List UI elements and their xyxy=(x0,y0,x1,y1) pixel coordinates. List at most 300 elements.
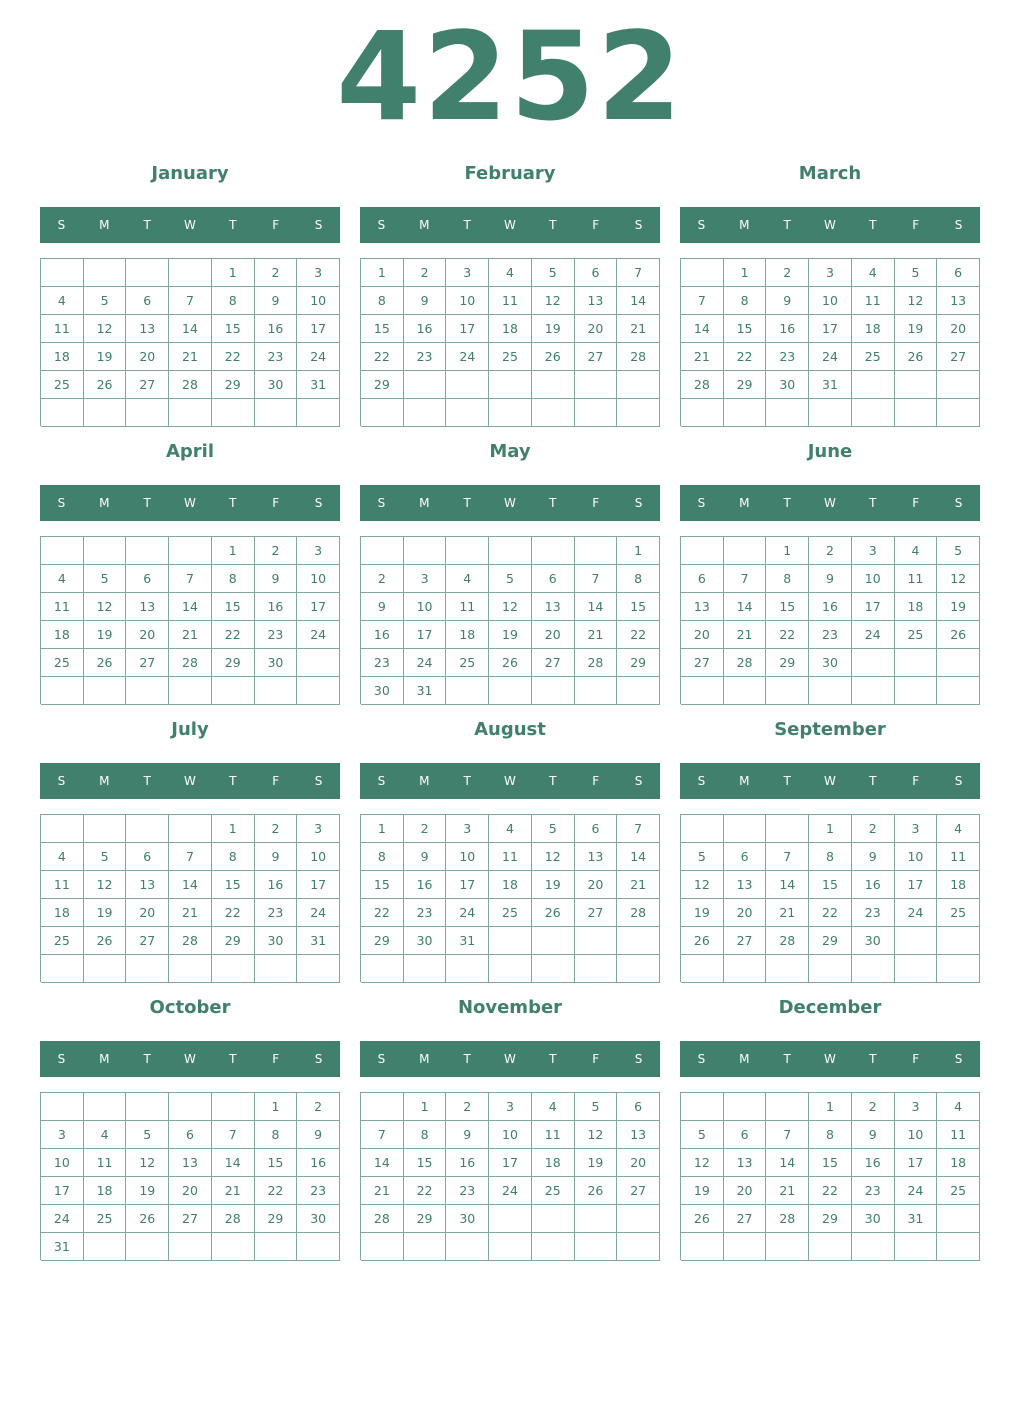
day-cell[interactable]: 28 xyxy=(169,649,212,677)
day-cell[interactable]: 1 xyxy=(212,259,255,287)
day-cell[interactable]: 24 xyxy=(895,899,938,927)
day-cell[interactable]: 3 xyxy=(297,815,340,843)
day-cell[interactable]: 17 xyxy=(297,315,340,343)
day-cell[interactable]: 16 xyxy=(446,1149,489,1177)
day-cell[interactable]: 8 xyxy=(212,565,255,593)
day-cell[interactable]: 8 xyxy=(361,287,404,315)
day-cell[interactable]: 19 xyxy=(84,343,127,371)
day-cell[interactable]: 31 xyxy=(809,371,852,399)
day-cell[interactable]: 16 xyxy=(255,315,298,343)
day-cell[interactable]: 19 xyxy=(895,315,938,343)
day-cell[interactable]: 27 xyxy=(532,649,575,677)
day-cell[interactable]: 20 xyxy=(126,343,169,371)
day-cell[interactable]: 22 xyxy=(361,343,404,371)
day-cell[interactable]: 12 xyxy=(489,593,532,621)
day-cell[interactable]: 7 xyxy=(212,1121,255,1149)
day-cell[interactable]: 16 xyxy=(297,1149,340,1177)
day-cell[interactable]: 24 xyxy=(895,1177,938,1205)
day-cell[interactable]: 27 xyxy=(575,343,618,371)
day-cell[interactable]: 5 xyxy=(937,537,980,565)
day-cell[interactable]: 30 xyxy=(404,927,447,955)
day-cell[interactable]: 17 xyxy=(446,315,489,343)
day-cell[interactable]: 30 xyxy=(255,649,298,677)
day-cell[interactable]: 10 xyxy=(297,843,340,871)
day-cell[interactable]: 11 xyxy=(937,843,980,871)
day-cell[interactable]: 28 xyxy=(681,371,724,399)
day-cell[interactable]: 25 xyxy=(852,343,895,371)
day-cell[interactable]: 4 xyxy=(41,843,84,871)
day-cell[interactable]: 10 xyxy=(809,287,852,315)
day-cell[interactable]: 13 xyxy=(126,871,169,899)
day-cell[interactable]: 31 xyxy=(404,677,447,705)
day-cell[interactable]: 15 xyxy=(809,1149,852,1177)
day-cell[interactable]: 24 xyxy=(446,899,489,927)
day-cell[interactable]: 5 xyxy=(84,843,127,871)
day-cell[interactable]: 9 xyxy=(255,843,298,871)
day-cell[interactable]: 7 xyxy=(617,815,660,843)
day-cell[interactable]: 11 xyxy=(895,565,938,593)
day-cell[interactable]: 17 xyxy=(297,871,340,899)
day-cell[interactable]: 8 xyxy=(809,1121,852,1149)
day-cell[interactable]: 10 xyxy=(446,287,489,315)
day-cell[interactable]: 14 xyxy=(169,593,212,621)
day-cell[interactable]: 3 xyxy=(895,1093,938,1121)
day-cell[interactable]: 15 xyxy=(809,871,852,899)
day-cell[interactable]: 4 xyxy=(489,815,532,843)
day-cell[interactable]: 23 xyxy=(404,343,447,371)
day-cell[interactable]: 1 xyxy=(809,815,852,843)
day-cell[interactable]: 17 xyxy=(297,593,340,621)
day-cell[interactable]: 16 xyxy=(404,315,447,343)
day-cell[interactable]: 30 xyxy=(255,927,298,955)
day-cell[interactable]: 10 xyxy=(297,287,340,315)
day-cell[interactable]: 30 xyxy=(852,927,895,955)
day-cell[interactable]: 19 xyxy=(681,1177,724,1205)
day-cell[interactable]: 6 xyxy=(724,1121,767,1149)
day-cell[interactable]: 6 xyxy=(724,843,767,871)
day-cell[interactable]: 14 xyxy=(617,287,660,315)
day-cell[interactable]: 28 xyxy=(617,899,660,927)
day-cell[interactable]: 24 xyxy=(852,621,895,649)
day-cell[interactable]: 5 xyxy=(575,1093,618,1121)
day-cell[interactable]: 9 xyxy=(404,287,447,315)
day-cell[interactable]: 29 xyxy=(361,927,404,955)
day-cell[interactable]: 5 xyxy=(84,565,127,593)
day-cell[interactable]: 7 xyxy=(766,843,809,871)
day-cell[interactable]: 2 xyxy=(404,259,447,287)
day-cell[interactable]: 3 xyxy=(297,537,340,565)
day-cell[interactable]: 26 xyxy=(532,343,575,371)
day-cell[interactable]: 3 xyxy=(297,259,340,287)
day-cell[interactable]: 16 xyxy=(361,621,404,649)
day-cell[interactable]: 30 xyxy=(361,677,404,705)
day-cell[interactable]: 30 xyxy=(297,1205,340,1233)
day-cell[interactable]: 13 xyxy=(681,593,724,621)
day-cell[interactable]: 18 xyxy=(41,343,84,371)
day-cell[interactable]: 29 xyxy=(255,1205,298,1233)
day-cell[interactable]: 18 xyxy=(84,1177,127,1205)
day-cell[interactable]: 24 xyxy=(297,899,340,927)
day-cell[interactable]: 29 xyxy=(212,927,255,955)
day-cell[interactable]: 20 xyxy=(532,621,575,649)
day-cell[interactable]: 6 xyxy=(937,259,980,287)
day-cell[interactable]: 14 xyxy=(724,593,767,621)
day-cell[interactable]: 26 xyxy=(681,1205,724,1233)
day-cell[interactable]: 2 xyxy=(404,815,447,843)
day-cell[interactable]: 27 xyxy=(169,1205,212,1233)
day-cell[interactable]: 2 xyxy=(809,537,852,565)
day-cell[interactable]: 23 xyxy=(255,899,298,927)
day-cell[interactable]: 11 xyxy=(41,593,84,621)
day-cell[interactable]: 12 xyxy=(681,871,724,899)
day-cell[interactable]: 18 xyxy=(446,621,489,649)
day-cell[interactable]: 21 xyxy=(212,1177,255,1205)
day-cell[interactable]: 1 xyxy=(766,537,809,565)
day-cell[interactable]: 4 xyxy=(489,259,532,287)
day-cell[interactable]: 20 xyxy=(575,871,618,899)
day-cell[interactable]: 27 xyxy=(724,927,767,955)
day-cell[interactable]: 4 xyxy=(532,1093,575,1121)
day-cell[interactable]: 21 xyxy=(169,621,212,649)
day-cell[interactable]: 14 xyxy=(361,1149,404,1177)
day-cell[interactable]: 19 xyxy=(681,899,724,927)
day-cell[interactable]: 25 xyxy=(895,621,938,649)
day-cell[interactable]: 1 xyxy=(212,815,255,843)
day-cell[interactable]: 20 xyxy=(126,899,169,927)
day-cell[interactable]: 20 xyxy=(617,1149,660,1177)
day-cell[interactable]: 28 xyxy=(617,343,660,371)
day-cell[interactable]: 9 xyxy=(361,593,404,621)
day-cell[interactable]: 13 xyxy=(575,287,618,315)
day-cell[interactable]: 29 xyxy=(724,371,767,399)
day-cell[interactable]: 9 xyxy=(852,1121,895,1149)
day-cell[interactable]: 9 xyxy=(404,843,447,871)
day-cell[interactable]: 12 xyxy=(575,1121,618,1149)
day-cell[interactable]: 22 xyxy=(809,1177,852,1205)
day-cell[interactable]: 9 xyxy=(852,843,895,871)
day-cell[interactable]: 17 xyxy=(895,871,938,899)
day-cell[interactable]: 16 xyxy=(255,871,298,899)
day-cell[interactable]: 15 xyxy=(766,593,809,621)
day-cell[interactable]: 6 xyxy=(681,565,724,593)
day-cell[interactable]: 22 xyxy=(724,343,767,371)
day-cell[interactable]: 15 xyxy=(255,1149,298,1177)
day-cell[interactable]: 29 xyxy=(212,371,255,399)
day-cell[interactable]: 30 xyxy=(766,371,809,399)
day-cell[interactable]: 19 xyxy=(532,315,575,343)
day-cell[interactable]: 2 xyxy=(852,815,895,843)
day-cell[interactable]: 14 xyxy=(681,315,724,343)
day-cell[interactable]: 8 xyxy=(212,843,255,871)
day-cell[interactable]: 7 xyxy=(617,259,660,287)
day-cell[interactable]: 11 xyxy=(937,1121,980,1149)
day-cell[interactable]: 29 xyxy=(809,1205,852,1233)
day-cell[interactable]: 22 xyxy=(212,343,255,371)
day-cell[interactable]: 21 xyxy=(617,871,660,899)
day-cell[interactable]: 28 xyxy=(169,927,212,955)
day-cell[interactable]: 8 xyxy=(404,1121,447,1149)
day-cell[interactable]: 20 xyxy=(724,1177,767,1205)
day-cell[interactable]: 25 xyxy=(937,899,980,927)
day-cell[interactable]: 18 xyxy=(852,315,895,343)
day-cell[interactable]: 11 xyxy=(41,315,84,343)
day-cell[interactable]: 6 xyxy=(126,565,169,593)
day-cell[interactable]: 8 xyxy=(724,287,767,315)
day-cell[interactable]: 2 xyxy=(255,537,298,565)
day-cell[interactable]: 7 xyxy=(681,287,724,315)
day-cell[interactable]: 2 xyxy=(255,815,298,843)
day-cell[interactable]: 14 xyxy=(766,871,809,899)
day-cell[interactable]: 19 xyxy=(937,593,980,621)
day-cell[interactable]: 25 xyxy=(41,371,84,399)
day-cell[interactable]: 21 xyxy=(575,621,618,649)
day-cell[interactable]: 11 xyxy=(489,843,532,871)
day-cell[interactable]: 24 xyxy=(404,649,447,677)
day-cell[interactable]: 20 xyxy=(724,899,767,927)
day-cell[interactable]: 19 xyxy=(575,1149,618,1177)
day-cell[interactable]: 7 xyxy=(169,565,212,593)
day-cell[interactable]: 24 xyxy=(297,343,340,371)
day-cell[interactable]: 9 xyxy=(809,565,852,593)
day-cell[interactable]: 17 xyxy=(489,1149,532,1177)
day-cell[interactable]: 30 xyxy=(255,371,298,399)
day-cell[interactable]: 31 xyxy=(446,927,489,955)
day-cell[interactable]: 19 xyxy=(126,1177,169,1205)
day-cell[interactable]: 1 xyxy=(212,537,255,565)
day-cell[interactable]: 22 xyxy=(212,899,255,927)
day-cell[interactable]: 5 xyxy=(681,843,724,871)
day-cell[interactable]: 31 xyxy=(895,1205,938,1233)
day-cell[interactable]: 16 xyxy=(852,871,895,899)
day-cell[interactable]: 23 xyxy=(255,621,298,649)
day-cell[interactable]: 12 xyxy=(532,287,575,315)
day-cell[interactable]: 8 xyxy=(212,287,255,315)
day-cell[interactable]: 12 xyxy=(681,1149,724,1177)
day-cell[interactable]: 22 xyxy=(212,621,255,649)
day-cell[interactable]: 11 xyxy=(852,287,895,315)
day-cell[interactable]: 29 xyxy=(212,649,255,677)
day-cell[interactable]: 5 xyxy=(489,565,532,593)
day-cell[interactable]: 23 xyxy=(404,899,447,927)
day-cell[interactable]: 21 xyxy=(724,621,767,649)
day-cell[interactable]: 2 xyxy=(297,1093,340,1121)
day-cell[interactable]: 30 xyxy=(852,1205,895,1233)
day-cell[interactable]: 3 xyxy=(446,815,489,843)
day-cell[interactable]: 26 xyxy=(937,621,980,649)
day-cell[interactable]: 15 xyxy=(212,871,255,899)
day-cell[interactable]: 27 xyxy=(126,371,169,399)
day-cell[interactable]: 23 xyxy=(255,343,298,371)
day-cell[interactable]: 28 xyxy=(766,1205,809,1233)
day-cell[interactable]: 22 xyxy=(255,1177,298,1205)
day-cell[interactable]: 17 xyxy=(446,871,489,899)
day-cell[interactable]: 18 xyxy=(489,315,532,343)
day-cell[interactable]: 20 xyxy=(937,315,980,343)
day-cell[interactable]: 7 xyxy=(169,287,212,315)
day-cell[interactable]: 4 xyxy=(937,815,980,843)
day-cell[interactable]: 7 xyxy=(361,1121,404,1149)
day-cell[interactable]: 23 xyxy=(809,621,852,649)
day-cell[interactable]: 1 xyxy=(361,259,404,287)
day-cell[interactable]: 10 xyxy=(895,1121,938,1149)
day-cell[interactable]: 3 xyxy=(895,815,938,843)
day-cell[interactable]: 27 xyxy=(575,899,618,927)
day-cell[interactable]: 18 xyxy=(895,593,938,621)
day-cell[interactable]: 15 xyxy=(724,315,767,343)
day-cell[interactable]: 16 xyxy=(766,315,809,343)
day-cell[interactable]: 6 xyxy=(575,259,618,287)
day-cell[interactable]: 16 xyxy=(809,593,852,621)
day-cell[interactable]: 8 xyxy=(809,843,852,871)
day-cell[interactable]: 21 xyxy=(361,1177,404,1205)
day-cell[interactable]: 2 xyxy=(255,259,298,287)
day-cell[interactable]: 15 xyxy=(617,593,660,621)
day-cell[interactable]: 6 xyxy=(532,565,575,593)
day-cell[interactable]: 10 xyxy=(446,843,489,871)
day-cell[interactable]: 5 xyxy=(681,1121,724,1149)
day-cell[interactable]: 28 xyxy=(169,371,212,399)
day-cell[interactable]: 5 xyxy=(895,259,938,287)
day-cell[interactable]: 31 xyxy=(297,927,340,955)
day-cell[interactable]: 7 xyxy=(724,565,767,593)
day-cell[interactable]: 25 xyxy=(937,1177,980,1205)
day-cell[interactable]: 12 xyxy=(84,315,127,343)
day-cell[interactable]: 23 xyxy=(766,343,809,371)
day-cell[interactable]: 7 xyxy=(169,843,212,871)
day-cell[interactable]: 2 xyxy=(446,1093,489,1121)
day-cell[interactable]: 8 xyxy=(361,843,404,871)
day-cell[interactable]: 24 xyxy=(489,1177,532,1205)
day-cell[interactable]: 10 xyxy=(41,1149,84,1177)
day-cell[interactable]: 22 xyxy=(617,621,660,649)
day-cell[interactable]: 31 xyxy=(41,1233,84,1261)
day-cell[interactable]: 30 xyxy=(809,649,852,677)
day-cell[interactable]: 21 xyxy=(169,899,212,927)
day-cell[interactable]: 28 xyxy=(212,1205,255,1233)
day-cell[interactable]: 6 xyxy=(169,1121,212,1149)
day-cell[interactable]: 29 xyxy=(809,927,852,955)
day-cell[interactable]: 13 xyxy=(617,1121,660,1149)
day-cell[interactable]: 13 xyxy=(169,1149,212,1177)
day-cell[interactable]: 26 xyxy=(532,899,575,927)
day-cell[interactable]: 18 xyxy=(937,1149,980,1177)
day-cell[interactable]: 21 xyxy=(681,343,724,371)
day-cell[interactable]: 4 xyxy=(41,565,84,593)
day-cell[interactable]: 1 xyxy=(404,1093,447,1121)
day-cell[interactable]: 3 xyxy=(446,259,489,287)
day-cell[interactable]: 23 xyxy=(852,899,895,927)
day-cell[interactable]: 26 xyxy=(126,1205,169,1233)
day-cell[interactable]: 12 xyxy=(84,871,127,899)
day-cell[interactable]: 19 xyxy=(489,621,532,649)
day-cell[interactable]: 14 xyxy=(575,593,618,621)
day-cell[interactable]: 1 xyxy=(617,537,660,565)
day-cell[interactable]: 18 xyxy=(489,871,532,899)
day-cell[interactable]: 16 xyxy=(255,593,298,621)
day-cell[interactable]: 15 xyxy=(212,593,255,621)
day-cell[interactable]: 19 xyxy=(84,621,127,649)
day-cell[interactable]: 25 xyxy=(41,927,84,955)
day-cell[interactable]: 23 xyxy=(361,649,404,677)
day-cell[interactable]: 25 xyxy=(532,1177,575,1205)
day-cell[interactable]: 14 xyxy=(617,843,660,871)
day-cell[interactable]: 4 xyxy=(852,259,895,287)
day-cell[interactable]: 5 xyxy=(532,259,575,287)
day-cell[interactable]: 13 xyxy=(126,315,169,343)
day-cell[interactable]: 1 xyxy=(809,1093,852,1121)
day-cell[interactable]: 8 xyxy=(617,565,660,593)
day-cell[interactable]: 6 xyxy=(126,287,169,315)
day-cell[interactable]: 26 xyxy=(84,371,127,399)
day-cell[interactable]: 10 xyxy=(489,1121,532,1149)
day-cell[interactable]: 4 xyxy=(446,565,489,593)
day-cell[interactable]: 13 xyxy=(724,871,767,899)
day-cell[interactable]: 27 xyxy=(126,649,169,677)
day-cell[interactable]: 26 xyxy=(575,1177,618,1205)
day-cell[interactable]: 20 xyxy=(681,621,724,649)
day-cell[interactable]: 2 xyxy=(766,259,809,287)
day-cell[interactable]: 19 xyxy=(84,899,127,927)
day-cell[interactable]: 20 xyxy=(575,315,618,343)
day-cell[interactable]: 14 xyxy=(169,871,212,899)
day-cell[interactable]: 21 xyxy=(766,899,809,927)
day-cell[interactable]: 12 xyxy=(532,843,575,871)
day-cell[interactable]: 27 xyxy=(617,1177,660,1205)
day-cell[interactable]: 17 xyxy=(895,1149,938,1177)
day-cell[interactable]: 22 xyxy=(404,1177,447,1205)
day-cell[interactable]: 29 xyxy=(361,371,404,399)
day-cell[interactable]: 12 xyxy=(895,287,938,315)
day-cell[interactable]: 29 xyxy=(404,1205,447,1233)
day-cell[interactable]: 3 xyxy=(404,565,447,593)
day-cell[interactable]: 6 xyxy=(126,843,169,871)
day-cell[interactable]: 10 xyxy=(404,593,447,621)
day-cell[interactable]: 6 xyxy=(617,1093,660,1121)
day-cell[interactable]: 12 xyxy=(937,565,980,593)
day-cell[interactable]: 17 xyxy=(41,1177,84,1205)
day-cell[interactable]: 7 xyxy=(766,1121,809,1149)
day-cell[interactable]: 22 xyxy=(809,899,852,927)
day-cell[interactable]: 10 xyxy=(895,843,938,871)
day-cell[interactable]: 9 xyxy=(255,565,298,593)
day-cell[interactable]: 4 xyxy=(937,1093,980,1121)
day-cell[interactable]: 11 xyxy=(489,287,532,315)
day-cell[interactable]: 25 xyxy=(446,649,489,677)
day-cell[interactable]: 28 xyxy=(361,1205,404,1233)
day-cell[interactable]: 18 xyxy=(937,871,980,899)
day-cell[interactable]: 23 xyxy=(446,1177,489,1205)
day-cell[interactable]: 21 xyxy=(169,343,212,371)
day-cell[interactable]: 13 xyxy=(937,287,980,315)
day-cell[interactable]: 13 xyxy=(724,1149,767,1177)
day-cell[interactable]: 9 xyxy=(255,287,298,315)
day-cell[interactable]: 5 xyxy=(126,1121,169,1149)
day-cell[interactable]: 8 xyxy=(255,1121,298,1149)
day-cell[interactable]: 24 xyxy=(297,621,340,649)
day-cell[interactable]: 24 xyxy=(41,1205,84,1233)
day-cell[interactable]: 18 xyxy=(532,1149,575,1177)
day-cell[interactable]: 29 xyxy=(766,649,809,677)
day-cell[interactable]: 20 xyxy=(126,621,169,649)
day-cell[interactable]: 3 xyxy=(809,259,852,287)
day-cell[interactable]: 13 xyxy=(575,843,618,871)
day-cell[interactable]: 26 xyxy=(84,927,127,955)
day-cell[interactable]: 23 xyxy=(852,1177,895,1205)
day-cell[interactable]: 8 xyxy=(766,565,809,593)
day-cell[interactable]: 25 xyxy=(489,343,532,371)
day-cell[interactable]: 26 xyxy=(489,649,532,677)
day-cell[interactable]: 3 xyxy=(489,1093,532,1121)
